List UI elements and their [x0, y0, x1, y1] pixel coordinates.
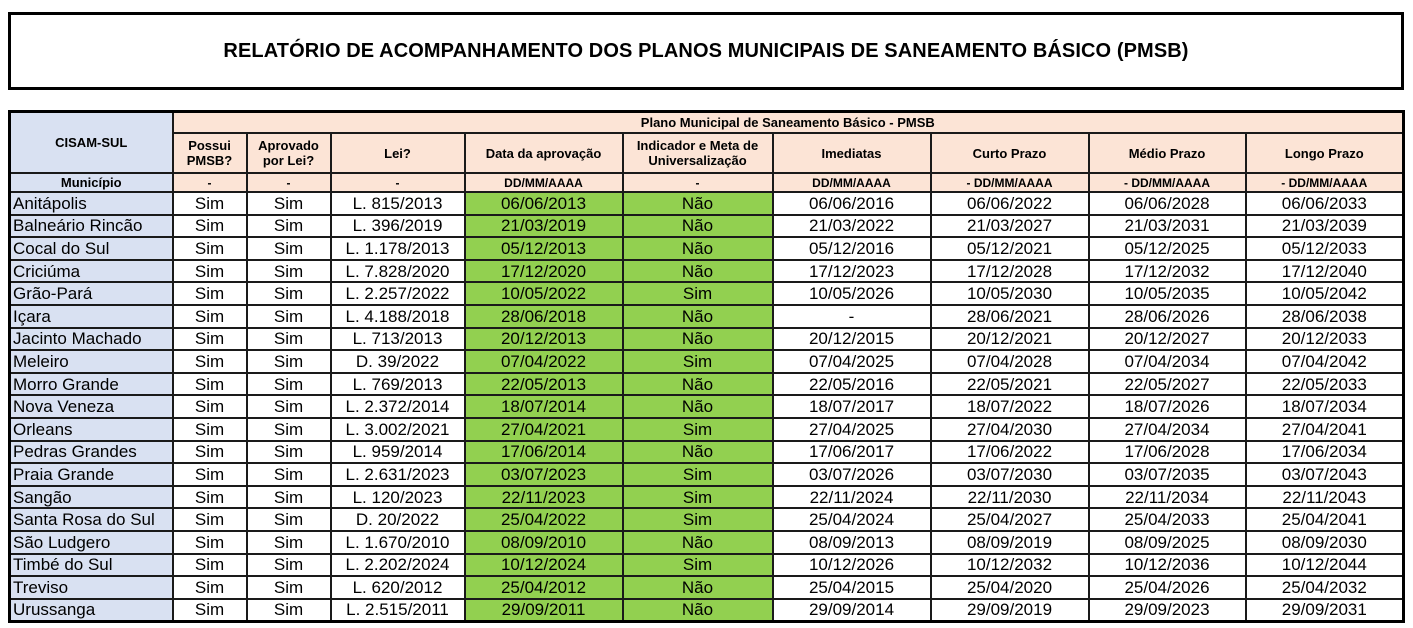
table-row: [10, 350, 1404, 373]
medio-prazo-cell: 22/11/2034: [1089, 486, 1246, 509]
imediatas-cell: 25/04/2015: [773, 576, 931, 599]
table-row: [10, 192, 1404, 215]
column-header: Médio Prazo: [1089, 133, 1246, 173]
aprovado-lei-cell: Sim: [247, 305, 331, 328]
indicador-meta-cell: Não: [623, 328, 773, 351]
medio-prazo-cell: 25/04/2033: [1089, 508, 1246, 531]
medio-prazo-cell: 10/12/2036: [1089, 554, 1246, 577]
municipality-cell: Sangão: [10, 486, 173, 509]
municipality-cell: Treviso: [10, 576, 173, 599]
medio-prazo-cell: 21/03/2031: [1089, 215, 1246, 238]
aprovado-lei-cell: Sim: [247, 576, 331, 599]
imediatas-cell: 18/07/2017: [773, 395, 931, 418]
table-row: [10, 237, 1404, 260]
imediatas-cell: 10/12/2026: [773, 554, 931, 577]
data-aprovacao-cell: 06/06/2013: [465, 192, 623, 215]
data-aprovacao-cell: 17/12/2020: [465, 260, 623, 283]
possui-pmsb-cell: Sim: [173, 305, 247, 328]
table-row: [10, 418, 1404, 441]
curto-prazo-cell: 17/06/2022: [931, 441, 1089, 464]
lei-cell: L. 959/2014: [331, 441, 465, 464]
aprovado-lei-cell: Sim: [247, 508, 331, 531]
unit-cell: -: [331, 173, 465, 192]
aprovado-lei-cell: Sim: [247, 237, 331, 260]
aprovado-lei-cell: Sim: [247, 463, 331, 486]
curto-prazo-cell: 22/05/2021: [931, 373, 1089, 396]
lei-cell: L. 2.372/2014: [331, 395, 465, 418]
aprovado-lei-cell: Sim: [247, 486, 331, 509]
lei-cell: L. 2.257/2022: [331, 282, 465, 305]
unit-cell: -: [173, 173, 247, 192]
imediatas-cell: 27/04/2025: [773, 418, 931, 441]
indicador-meta-cell: Sim: [623, 554, 773, 577]
municipality-cell: Grão-Pará: [10, 282, 173, 305]
medio-prazo-cell: 05/12/2025: [1089, 237, 1246, 260]
table-row: [10, 554, 1404, 577]
possui-pmsb-cell: Sim: [173, 486, 247, 509]
lei-cell: L. 1.670/2010: [331, 531, 465, 554]
medio-prazo-cell: 22/05/2027: [1089, 373, 1246, 396]
table-row: [10, 395, 1404, 418]
longo-prazo-cell: 06/06/2033: [1246, 192, 1404, 215]
municipality-cell: Jacinto Machado: [10, 328, 173, 351]
municipality-cell: Içara: [10, 305, 173, 328]
medio-prazo-cell: 08/09/2025: [1089, 531, 1246, 554]
curto-prazo-cell: 03/07/2030: [931, 463, 1089, 486]
data-aprovacao-cell: 21/03/2019: [465, 215, 623, 238]
column-header: Indicador e Meta de Universalização: [623, 133, 773, 173]
aprovado-lei-cell: Sim: [247, 192, 331, 215]
medio-prazo-cell: 27/04/2034: [1089, 418, 1246, 441]
data-aprovacao-cell: 18/07/2014: [465, 395, 623, 418]
indicador-meta-cell: Não: [623, 215, 773, 238]
municipality-cell: Anitápolis: [10, 192, 173, 215]
imediatas-cell: 17/12/2023: [773, 260, 931, 283]
imediatas-cell: 21/03/2022: [773, 215, 931, 238]
curto-prazo-cell: 17/12/2028: [931, 260, 1089, 283]
aprovado-lei-cell: Sim: [247, 441, 331, 464]
data-aprovacao-cell: 22/05/2013: [465, 373, 623, 396]
lei-cell: D. 20/2022: [331, 508, 465, 531]
municipality-cell: Nova Veneza: [10, 395, 173, 418]
data-aprovacao-cell: 08/09/2010: [465, 531, 623, 554]
table-row: [10, 328, 1404, 351]
unit-cell: -: [623, 173, 773, 192]
lei-cell: L. 713/2013: [331, 328, 465, 351]
imediatas-cell: 17/06/2017: [773, 441, 931, 464]
longo-prazo-cell: 03/07/2043: [1246, 463, 1404, 486]
medio-prazo-cell: 18/07/2026: [1089, 395, 1246, 418]
possui-pmsb-cell: Sim: [173, 373, 247, 396]
possui-pmsb-cell: Sim: [173, 282, 247, 305]
aprovado-lei-cell: Sim: [247, 418, 331, 441]
indicador-meta-cell: Sim: [623, 350, 773, 373]
lei-cell: L. 769/2013: [331, 373, 465, 396]
medio-prazo-cell: 07/04/2034: [1089, 350, 1246, 373]
column-header: Lei?: [331, 133, 465, 173]
imediatas-cell: 22/05/2016: [773, 373, 931, 396]
imediatas-cell: 03/07/2026: [773, 463, 931, 486]
lei-cell: L. 815/2013: [331, 192, 465, 215]
data-aprovacao-cell: 03/07/2023: [465, 463, 623, 486]
pmsb-table: [8, 110, 1405, 623]
medio-prazo-cell: 17/06/2028: [1089, 441, 1246, 464]
aprovado-lei-cell: Sim: [247, 554, 331, 577]
municipality-cell: Timbé do Sul: [10, 554, 173, 577]
data-aprovacao-cell: 25/04/2012: [465, 576, 623, 599]
imediatas-cell: -: [773, 305, 931, 328]
municipality-cell: Criciúma: [10, 260, 173, 283]
possui-pmsb-cell: Sim: [173, 508, 247, 531]
possui-pmsb-cell: Sim: [173, 531, 247, 554]
indicador-meta-cell: Sim: [623, 282, 773, 305]
indicador-meta-cell: Não: [623, 599, 773, 622]
super-header: Plano Municipal de Saneamento Básico - PMSB: [173, 112, 1404, 134]
curto-prazo-cell: 27/04/2030: [931, 418, 1089, 441]
indicador-meta-cell: Não: [623, 395, 773, 418]
possui-pmsb-cell: Sim: [173, 599, 247, 622]
unit-cell: - DD/MM/AAAA: [931, 173, 1089, 192]
medio-prazo-cell: 29/09/2023: [1089, 599, 1246, 622]
indicador-meta-cell: Sim: [623, 418, 773, 441]
aprovado-lei-cell: Sim: [247, 373, 331, 396]
medio-prazo-cell: 10/05/2035: [1089, 282, 1246, 305]
lei-cell: L. 2.202/2024: [331, 554, 465, 577]
unit-row: [10, 173, 1404, 192]
table-row: [10, 531, 1404, 554]
table-row: [10, 215, 1404, 238]
longo-prazo-cell: 17/12/2040: [1246, 260, 1404, 283]
lei-cell: L. 2.515/2011: [331, 599, 465, 622]
longo-prazo-cell: 22/05/2033: [1246, 373, 1404, 396]
longo-prazo-cell: 22/11/2043: [1246, 486, 1404, 509]
curto-prazo-cell: 21/03/2027: [931, 215, 1089, 238]
table-row: [10, 486, 1404, 509]
medio-prazo-cell: 28/06/2026: [1089, 305, 1246, 328]
longo-prazo-cell: 25/04/2041: [1246, 508, 1404, 531]
lei-cell: L. 7.828/2020: [331, 260, 465, 283]
indicador-meta-cell: Sim: [623, 463, 773, 486]
lei-cell: D. 39/2022: [331, 350, 465, 373]
imediatas-cell: 20/12/2015: [773, 328, 931, 351]
curto-prazo-cell: 08/09/2019: [931, 531, 1089, 554]
data-aprovacao-cell: 07/04/2022: [465, 350, 623, 373]
possui-pmsb-cell: Sim: [173, 441, 247, 464]
curto-prazo-cell: 10/05/2030: [931, 282, 1089, 305]
report-title-box: [8, 12, 1404, 90]
lei-cell: L. 1.178/2013: [331, 237, 465, 260]
data-aprovacao-cell: 10/12/2024: [465, 554, 623, 577]
longo-prazo-cell: 28/06/2038: [1246, 305, 1404, 328]
indicador-meta-cell: Não: [623, 373, 773, 396]
lei-cell: L. 120/2023: [331, 486, 465, 509]
imediatas-cell: 06/06/2016: [773, 192, 931, 215]
indicador-meta-cell: Não: [623, 441, 773, 464]
imediatas-cell: 07/04/2025: [773, 350, 931, 373]
possui-pmsb-cell: Sim: [173, 192, 247, 215]
indicador-meta-cell: Não: [623, 531, 773, 554]
possui-pmsb-cell: Sim: [173, 576, 247, 599]
indicador-meta-cell: Não: [623, 237, 773, 260]
data-aprovacao-cell: 22/11/2023: [465, 486, 623, 509]
aprovado-lei-cell: Sim: [247, 328, 331, 351]
longo-prazo-cell: 20/12/2033: [1246, 328, 1404, 351]
curto-prazo-cell: 18/07/2022: [931, 395, 1089, 418]
possui-pmsb-cell: Sim: [173, 418, 247, 441]
possui-pmsb-cell: Sim: [173, 554, 247, 577]
curto-prazo-cell: 10/12/2032: [931, 554, 1089, 577]
indicador-meta-cell: Não: [623, 305, 773, 328]
column-header: Curto Prazo: [931, 133, 1089, 173]
table-row: [10, 463, 1404, 486]
municipality-cell: Santa Rosa do Sul: [10, 508, 173, 531]
unit-cell: - DD/MM/AAAA: [1246, 173, 1404, 192]
indicador-meta-cell: Sim: [623, 508, 773, 531]
table-row: [10, 305, 1404, 328]
data-aprovacao-cell: 10/05/2022: [465, 282, 623, 305]
imediatas-cell: 10/05/2026: [773, 282, 931, 305]
indicador-meta-cell: Não: [623, 576, 773, 599]
lei-cell: L. 620/2012: [331, 576, 465, 599]
longo-prazo-cell: 29/09/2031: [1246, 599, 1404, 622]
municipality-cell: Cocal do Sul: [10, 237, 173, 260]
aprovado-lei-cell: Sim: [247, 282, 331, 305]
lei-cell: L. 3.002/2021: [331, 418, 465, 441]
longo-prazo-cell: 25/04/2032: [1246, 576, 1404, 599]
table-row: [10, 576, 1404, 599]
table-row: [10, 599, 1404, 622]
municipality-cell: Balneário Rincão: [10, 215, 173, 238]
indicador-meta-cell: Não: [623, 260, 773, 283]
curto-prazo-cell: 25/04/2020: [931, 576, 1089, 599]
possui-pmsb-cell: Sim: [173, 215, 247, 238]
municipality-cell: Urussanga: [10, 599, 173, 622]
medio-prazo-cell: 06/06/2028: [1089, 192, 1246, 215]
column-header-row: [10, 133, 1404, 173]
longo-prazo-cell: 07/04/2042: [1246, 350, 1404, 373]
longo-prazo-cell: 27/04/2041: [1246, 418, 1404, 441]
lei-cell: L. 396/2019: [331, 215, 465, 238]
aprovado-lei-cell: Sim: [247, 350, 331, 373]
curto-prazo-cell: 06/06/2022: [931, 192, 1089, 215]
possui-pmsb-cell: Sim: [173, 463, 247, 486]
possui-pmsb-cell: Sim: [173, 237, 247, 260]
curto-prazo-cell: 20/12/2021: [931, 328, 1089, 351]
medio-prazo-cell: 25/04/2026: [1089, 576, 1246, 599]
data-aprovacao-cell: 25/04/2022: [465, 508, 623, 531]
data-aprovacao-cell: 20/12/2013: [465, 328, 623, 351]
longo-prazo-cell: 05/12/2033: [1246, 237, 1404, 260]
table-row: [10, 373, 1404, 396]
curto-prazo-cell: 22/11/2030: [931, 486, 1089, 509]
column-header: Possui PMSB?: [173, 133, 247, 173]
longo-prazo-cell: 18/07/2034: [1246, 395, 1404, 418]
table-row: [10, 508, 1404, 531]
aprovado-lei-cell: Sim: [247, 215, 331, 238]
column-header: Longo Prazo: [1246, 133, 1404, 173]
indicador-meta-cell: Não: [623, 192, 773, 215]
table-row: [10, 441, 1404, 464]
curto-prazo-cell: 29/09/2019: [931, 599, 1089, 622]
table-row: [10, 282, 1404, 305]
unit-cell: DD/MM/AAAA: [465, 173, 623, 192]
data-aprovacao-cell: 05/12/2013: [465, 237, 623, 260]
curto-prazo-cell: 07/04/2028: [931, 350, 1089, 373]
lei-cell: L. 2.631/2023: [331, 463, 465, 486]
aprovado-lei-cell: Sim: [247, 531, 331, 554]
longo-prazo-cell: 17/06/2034: [1246, 441, 1404, 464]
imediatas-cell: 25/04/2024: [773, 508, 931, 531]
data-aprovacao-cell: 17/06/2014: [465, 441, 623, 464]
curto-prazo-cell: 28/06/2021: [931, 305, 1089, 328]
table-body: [10, 192, 1404, 622]
municipality-cell: Morro Grande: [10, 373, 173, 396]
municipality-cell: São Ludgero: [10, 531, 173, 554]
curto-prazo-cell: 05/12/2021: [931, 237, 1089, 260]
unit-cell: DD/MM/AAAA: [773, 173, 931, 192]
municipality-cell: Orleans: [10, 418, 173, 441]
aprovado-lei-cell: Sim: [247, 599, 331, 622]
municipality-cell: Meleiro: [10, 350, 173, 373]
longo-prazo-cell: 21/03/2039: [1246, 215, 1404, 238]
imediatas-cell: 08/09/2013: [773, 531, 931, 554]
aprovado-lei-cell: Sim: [247, 260, 331, 283]
longo-prazo-cell: 10/05/2042: [1246, 282, 1404, 305]
data-aprovacao-cell: 29/09/2011: [465, 599, 623, 622]
municipality-cell: Praia Grande: [10, 463, 173, 486]
medio-prazo-cell: 20/12/2027: [1089, 328, 1246, 351]
curto-prazo-cell: 25/04/2027: [931, 508, 1089, 531]
imediatas-cell: 29/09/2014: [773, 599, 931, 622]
municipality-cell: Pedras Grandes: [10, 441, 173, 464]
data-aprovacao-cell: 28/06/2018: [465, 305, 623, 328]
municipality-header: Município: [10, 173, 173, 192]
unit-cell: -: [247, 173, 331, 192]
possui-pmsb-cell: Sim: [173, 328, 247, 351]
medio-prazo-cell: 17/12/2032: [1089, 260, 1246, 283]
possui-pmsb-cell: Sim: [173, 260, 247, 283]
longo-prazo-cell: 10/12/2044: [1246, 554, 1404, 577]
column-header: Imediatas: [773, 133, 931, 173]
indicador-meta-cell: Sim: [623, 486, 773, 509]
column-header: Data da aprovação: [465, 133, 623, 173]
column-header: Aprovado por Lei?: [247, 133, 331, 173]
unit-cell: - DD/MM/AAAA: [1089, 173, 1246, 192]
possui-pmsb-cell: Sim: [173, 395, 247, 418]
imediatas-cell: 05/12/2016: [773, 237, 931, 260]
longo-prazo-cell: 08/09/2030: [1246, 531, 1404, 554]
medio-prazo-cell: 03/07/2035: [1089, 463, 1246, 486]
possui-pmsb-cell: Sim: [173, 350, 247, 373]
data-aprovacao-cell: 27/04/2021: [465, 418, 623, 441]
aprovado-lei-cell: Sim: [247, 395, 331, 418]
report-title: RELATÓRIO DE ACOMPANHAMENTO DOS PLANOS MUNICIPAIS DE SANEAMENTO BÁSICO (PMSB): [223, 39, 1189, 62]
group-label: CISAM-SUL: [10, 112, 173, 174]
lei-cell: L. 4.188/2018: [331, 305, 465, 328]
table-row: [10, 260, 1404, 283]
imediatas-cell: 22/11/2024: [773, 486, 931, 509]
